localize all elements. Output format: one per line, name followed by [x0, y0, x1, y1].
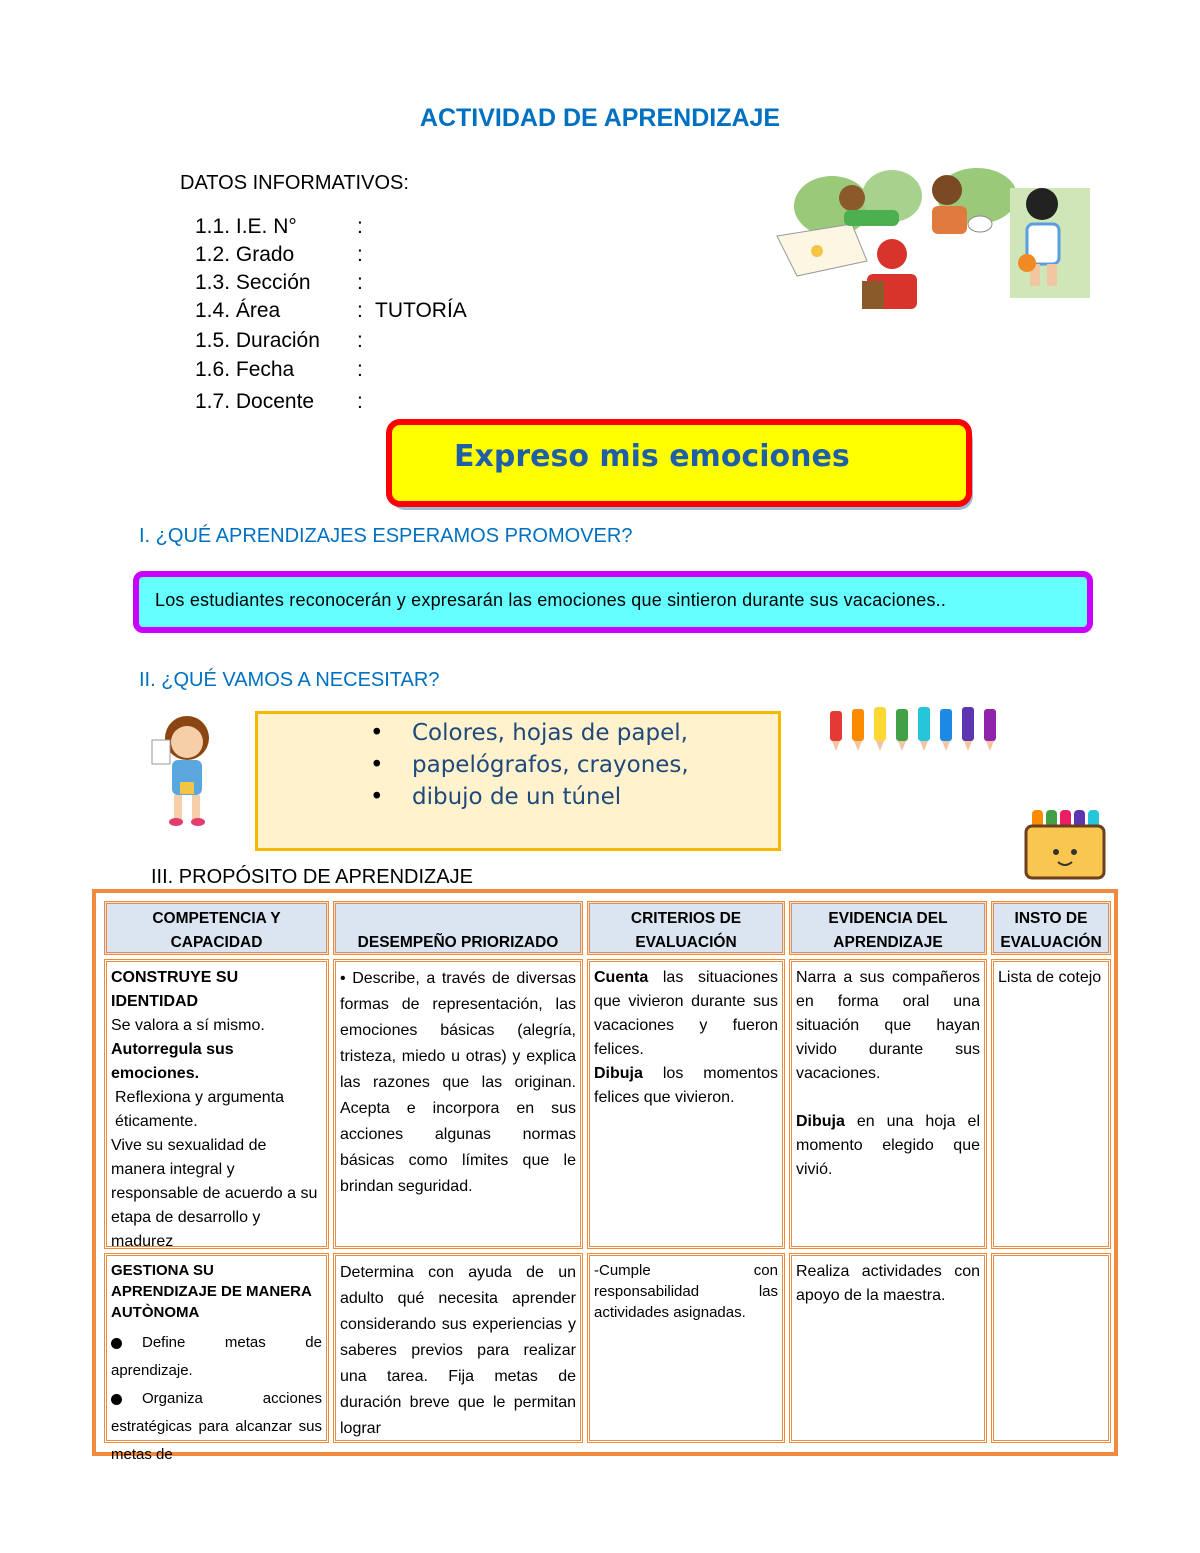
section-1-heading: I. ¿QUÉ APRENDIZAJES ESPERAMOS PROMOVER?	[139, 525, 633, 547]
datos-label: 1.6. Fecha	[195, 358, 295, 381]
datos-colon: :	[357, 299, 363, 322]
datos-colon: :	[357, 390, 363, 413]
datos-label: 1.5. Duración	[195, 329, 320, 352]
table-row1-evidencia: Narra a sus compañeros en forma oral una situación que hayan vivido durante sus vacaciones. Dibuja en una hoja el momento elegido que vivió.	[789, 959, 987, 1249]
datos-colon: :	[357, 358, 363, 381]
table-header-evidencia: EVIDENCIA DEL APRENDIZAJE	[789, 901, 987, 955]
table-row1-competencia: CONSTRUYE SU IDENTIDAD Se valora a sí mismo. Autorregula sus emociones. Reflexiona y argumenta éticamente. Vive su sexualidad de manera integral y responsable de acuerdo a su etapa de desarrollo y madurez	[104, 959, 329, 1249]
table-row2-criterios: -Cumple con responsabilidad las actividades asignadas.	[587, 1253, 785, 1443]
datos-colon: :	[357, 215, 363, 238]
table-row2-desempeno: Determina con ayuda de un adulto qué necesita aprender considerando sus experiencias y saberes previos para realizar una tarea. Fija metas de duración breve que le permitan lograr	[333, 1253, 583, 1443]
girl-illustration	[142, 710, 232, 830]
table-row1-criterios: Cuenta las situaciones que vivieron durante sus vacaciones y fueron felices. Dibuja los momentos felices que vivieron.	[587, 959, 785, 1249]
datos-label: 1.7. Docente	[195, 390, 315, 413]
datos-label: 1.4. Área	[195, 299, 281, 322]
datos-colon: :	[357, 329, 363, 352]
section-3-heading: III. PROPÓSITO DE APRENDIZAJE	[151, 866, 473, 888]
competencia-title: GESTIONA SU APRENDIZAJE DE MANERA AUTÒNOMA	[111, 1262, 312, 1321]
table-row2-competencia: GESTIONA SU APRENDIZAJE DE MANERA AUTÒNOMA Define metas de aprendizaje. Organiza acciones estratégicas para alcanzar sus metas de	[104, 1253, 329, 1443]
page-title: ACTIVIDAD DE APRENDIZAJE	[419, 104, 781, 132]
datos-label: 1.2. Grado	[195, 243, 295, 266]
bullet: •	[370, 784, 384, 810]
competencia-title: CONSTRUYE SU IDENTIDAD	[111, 969, 239, 1010]
banner-text: Expreso mis emociones	[454, 439, 850, 474]
activity-title-banner	[386, 419, 972, 507]
materials-box: • Colores, hojas de papel, • papelógrafos, crayones, • dibujo de un túnel	[255, 711, 781, 851]
table-header-competencia: COMPETENCIA Y CAPACIDAD	[104, 901, 329, 955]
section-2-heading: II. ¿QUÉ VAMOS A NECESITAR?	[139, 669, 440, 691]
table-header-instrumento: INSTO DE EVALUACIÓN	[991, 901, 1111, 955]
table-header-desempeno: DESEMPEÑO PRIORIZADO	[333, 901, 583, 955]
datos-label: 1.3. Sección	[195, 271, 311, 294]
purpose-table	[92, 889, 1118, 1463]
datos-colon: :	[357, 271, 363, 294]
crayons-illustration	[822, 703, 1022, 753]
datos-heading: DATOS INFORMATIVOS:	[180, 172, 409, 194]
table-row2-instrumento	[991, 1253, 1111, 1443]
bullet-dot	[111, 1338, 122, 1349]
bullet: •	[370, 720, 384, 746]
datos-value: TUTORÍA	[375, 299, 467, 322]
learning-goal-box	[133, 571, 1093, 633]
table-header-criterios: CRITERIOS DE EVALUACIÓN	[587, 901, 785, 955]
datos-label: 1.1. I.E. N°	[195, 215, 297, 238]
bullet-dot	[111, 1394, 122, 1405]
learning-goal-text: Los estudiantes reconocerán y expresarán las emociones que sintieron durante sus vacaciones..	[155, 590, 947, 610]
datos-colon: :	[357, 243, 363, 266]
table-row1-instrumento: Lista de cotejo	[991, 959, 1111, 1249]
table-row2-evidencia: Realiza actividades con apoyo de la maestra.	[789, 1253, 987, 1443]
bullet: •	[370, 752, 384, 778]
children-playing-illustration	[772, 166, 1092, 322]
crayon-box-illustration	[1024, 808, 1106, 880]
table-row1-desempeno: • Describe, a través de diversas formas de representación, las emociones básicas (alegría, tristeza, miedo u otras) y explica las razones que las originan. Acepta e incorpora en sus acciones algunas normas básicas como límites que le brindan seguridad.	[333, 959, 583, 1249]
